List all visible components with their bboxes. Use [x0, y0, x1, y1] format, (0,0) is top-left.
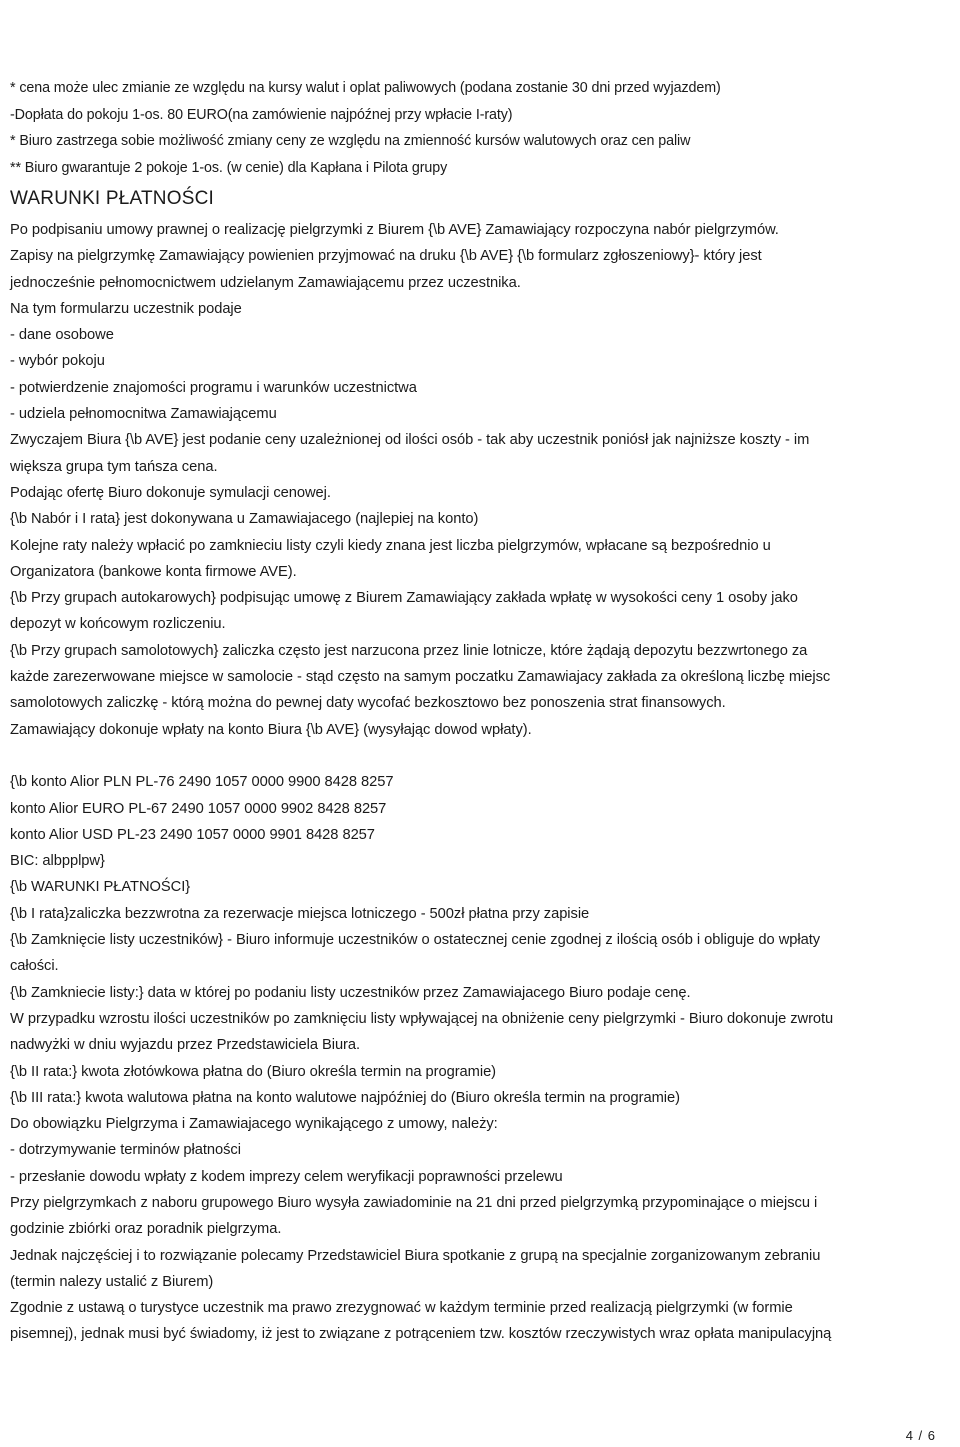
note-line: * cena może ulec zmianie ze względu na kursy walut i oplat paliwowych (podana zostanie 30 dni przed wyjazdem)	[10, 80, 721, 96]
text-line: Przy pielgrzymkach z naboru grupowego Biuro wysyła zawiadominie na 21 dni przed pielgrzymką przypominające o miejscu i	[10, 1194, 818, 1211]
text-line: pisemnej), jednak musi być świadomy, iż jest to związane z potrąceniem tzw. kosztów rzeczywistych wraz opłata manipulacyjną	[10, 1326, 832, 1343]
text-line: każde zarezerwowane miejsce w samolocie - stąd często na samym poczatku Zamawiajacy zakłada za określoną liczbę miejsc	[10, 669, 831, 686]
bank-account-line: konto Alior EURO PL-67 2490 1057 0000 9902 8428 8257	[10, 800, 387, 817]
text-line: jednocześnie pełnomocnictwem udzielanym Zamawiającemu przez uczestnika.	[10, 274, 521, 291]
list-item: - przesłanie dowodu wpłaty z kodem imprezy celem weryfikacji poprawności przelewu	[10, 1168, 563, 1185]
text-line: Zwyczajem Biura {\b AVE} jest podanie ceny uzależnionej od ilości osób - tak aby uczestnik poniósł jak najniższe koszty - im	[10, 432, 810, 449]
text-line: nadwyżki w dniu wyjazdu przez Przedstawiciela Biura.	[10, 1037, 361, 1054]
text-line: {\b Przy grupach samolotowych} zaliczka często jest narzucona przez linie lotnicze, które żądają depozytu bezzwrtonego za	[10, 642, 808, 659]
list-item: - dotrzymywanie terminów płatności	[10, 1142, 241, 1159]
text-line: (termin nalezy ustalić z Biurem)	[10, 1273, 214, 1290]
note-line: -Dopłata do pokoju 1-os. 80 EURO(na zamówienie najpóźnej przy wpłacie I-raty)	[10, 106, 513, 123]
text-line: samolotowych zaliczkę - którą można do pewnej daty wycofać bezkosztowo bez ponoszenia strat finansowych.	[10, 695, 726, 712]
text-line: Do obowiązku Pielgrzyma i Zamawiajacego wynikającego z umowy, należy:	[10, 1116, 498, 1133]
list-item: - dane osobowe	[10, 327, 114, 344]
text-line: {\b II rata:} kwota złotówkowa płatna do (Biuro określa termin na programie)	[10, 1063, 497, 1080]
list-item: - wybór pokoju	[10, 353, 105, 370]
text-line: Na tym formularzu uczestnik podaje	[10, 300, 242, 317]
text-line: Zamawiający dokonuje wpłaty na konto Biura {\b AVE} (wysyłając dowod wpłaty).	[10, 721, 532, 738]
text-line: Kolejne raty należy wpłacić po zamknieciu listy czyli kiedy znana jest liczba pielgrzymów, wpłacane są bezpośrednio u	[10, 537, 771, 554]
text-line: {\b Zamkniecie listy:} data w której po podaniu listy uczestników przez Zamawiajacego Biuro podaje cenę.	[10, 984, 691, 1001]
note-line: ** Biuro gwarantuje 2 pokoje 1-os. (w cenie) dla Kapłana i Pilota grupy	[10, 159, 448, 176]
text-line: {\b Zamknięcie listy uczestników} - Biuro informuje uczestników o ostatecznej cenie zgodnej z ilością osób i obliguje do wpłaty	[10, 932, 821, 949]
text-line: Po podpisaniu umowy prawnej o realizację pielgrzymki z Biurem {\b AVE} Zamawiający rozpoczyna nabór pielgrzymów.	[10, 222, 779, 238]
note-line: * Biuro zastrzega sobie możliwość zmiany ceny ze względu na zmienność kursów walutowych oraz cen paliw	[10, 133, 691, 149]
list-item: - potwierdzenie znajomości programu i warunków uczestnictwa	[10, 379, 417, 396]
payment-terms-body	[10, 217, 958, 1348]
text-line: całości.	[10, 958, 59, 975]
text-line: większa grupa tym tańsza cena.	[10, 458, 218, 475]
text-line: godzinie zbiórki oraz poradnik pielgrzyma.	[10, 1221, 282, 1238]
text-line: Podając ofertę Biuro dokonuje symulacji cenowej.	[10, 484, 331, 501]
text-line: Jednak najczęściej i to rozwiązanie polecamy Przedstawiciel Biura spotkanie z grupą na specjalnie zorganizowanym zebraniu	[10, 1247, 821, 1264]
text-line: {\b III rata:} kwota walutowa płatna na konto walutowe najpóźniej do (Biuro określa termin na programie)	[10, 1089, 680, 1106]
page-number: 4 / 6	[905, 1428, 936, 1443]
text-line: Zapisy na pielgrzymkę Zamawiający powienien przyjmować na druku {\b AVE} {\b formularz zgłoszeniowy}- który jest	[10, 248, 762, 265]
text-line: Zgodnie z ustawą o turystyce uczestnik ma prawo zrezygnować w każdym terminie przed realizacją pielgrzymki (w formie	[10, 1300, 793, 1317]
text-line: {\b Nabór i I rata} jest dokonywana u Zamawiajacego (najlepiej na konto)	[10, 511, 479, 528]
price-notes	[10, 75, 955, 181]
text-line: W przypadku wzrostu ilości uczestników po zamknięciu listy wpływającej na obniżenie ceny pielgrzymki - Biuro dokonuje zwrotu	[10, 1010, 834, 1027]
bank-account-line: konto Alior USD PL-23 2490 1057 0000 9901 8428 8257	[10, 826, 375, 843]
text-line: {\b Przy grupach autokarowych} podpisując umowę z Biurem Zamawiający zakłada wpłatę w wysokości ceny 1 osoby jako	[10, 590, 798, 607]
section-heading: WARUNKI PŁATNOŚCI	[10, 188, 214, 209]
bank-account-line: {\b konto Alior PLN PL-76 2490 1057 0000 9900 8428 8257	[10, 774, 394, 791]
text-line: {\b WARUNKI PŁATNOŚCI}	[10, 879, 191, 896]
bank-bic-line: BIC: albpplpw}	[10, 853, 105, 870]
list-item: - udziela pełnomocnitwa Zamawiającemu	[10, 406, 277, 423]
text-line: Organizatora (bankowe konta firmowe AVE).	[10, 563, 297, 580]
blank-line	[10, 743, 958, 769]
text-line: depozyt w końcowym rozliczeniu.	[10, 616, 226, 633]
text-line: {\b I rata}zaliczka bezzwrotna za rezerwacje miejsca lotniczego - 500zł płatna przy zapisie	[10, 905, 590, 922]
